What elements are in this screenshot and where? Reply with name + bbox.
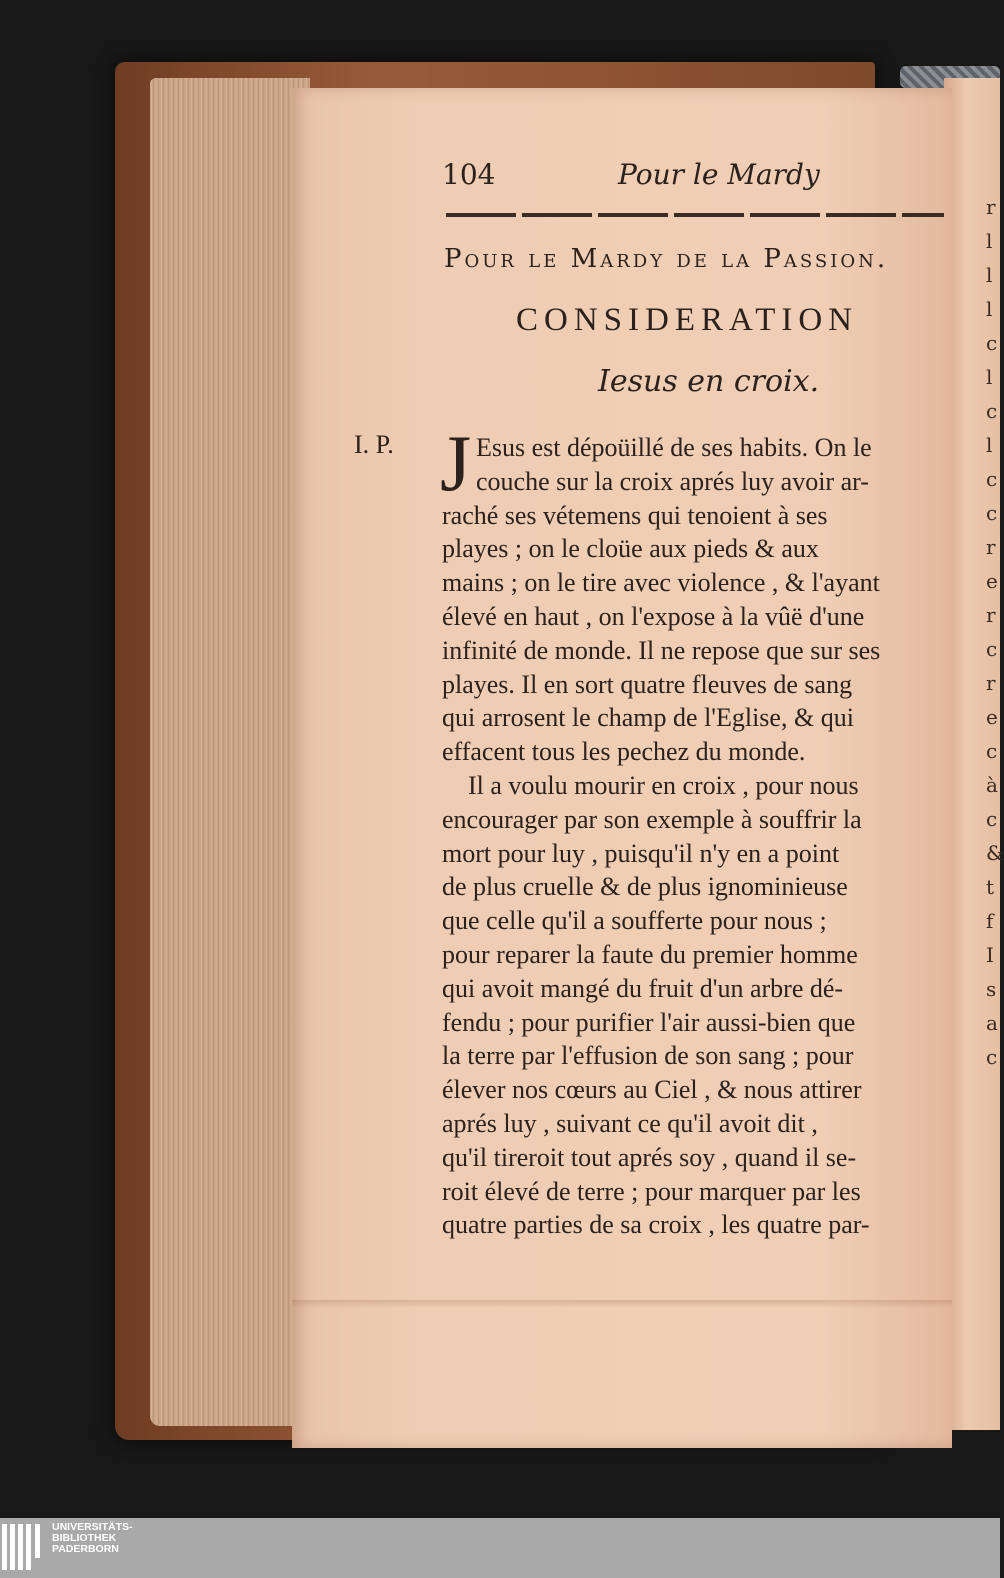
text-line: Il a voulu mourir en croix , pour nous [468,771,859,800]
text-line: mort pour luy , puisqu'il n'y en a point [442,838,840,868]
text-line: élever nos cœurs au Ciel , & nous attirer [442,1075,862,1105]
text-line: mains ; on le tire avec violence , & l'ayant [442,568,880,598]
text-line: pour reparer la faute du premier homme [442,940,858,969]
facing-page-char: c [986,501,998,525]
facing-page-char: c [986,637,998,661]
text-line: élevé en haut , on l'expose à la vûë d'une [442,602,865,631]
facing-page-char: l [986,229,993,253]
margin-label: I. P. [354,430,394,459]
drop-cap: J [440,420,472,508]
library-logo-text: UNIVERSITÄTS- BIBLIOTHEK PADERBORN [52,1521,133,1555]
text-line: infinité de monde. Il ne repose que sur ses [442,635,881,665]
page-edges [150,78,310,1426]
library-logo-icon [2,1524,46,1570]
text-line: Esus est dépoüillé de ses habits. On le [476,433,872,462]
text-line: que celle qu'il a soufferte pour nous ; [442,906,827,936]
facing-page-char: à [986,773,998,797]
text-line: qui arrosent le champ de l'Eglise, & qui [442,703,854,733]
footer-bar [0,1518,1000,1578]
text-line: quatre parties de sa croix , les quatre par- [442,1210,870,1240]
text-line: la terre par l'effusion de son sang ; pour [442,1041,854,1071]
facing-page-char: e [986,705,998,729]
text-line: effacent tous les pechez du monde. [442,737,806,767]
facing-page-text [986,190,1004,1074]
facing-page-char: r [986,535,996,559]
facing-page-char: c [986,739,998,763]
facing-page-char: c [986,807,998,831]
facing-page-char: a [986,1011,998,1035]
facing-page-char: I [986,943,994,967]
text-line: qu'il tireroit tout aprés soy , quand il se- [442,1142,857,1172]
facing-page-char: s [986,977,997,1001]
header-rule [446,213,944,217]
facing-page-char: l [986,263,993,287]
text-line: de plus cruelle & de plus ignominieuse [442,872,848,902]
running-head: Pour le Mardy [618,158,820,191]
section-title: Pour le Mardy de la Passion. [444,244,889,274]
heading: CONSIDERATION [516,302,858,338]
page-number: 104 [442,158,496,191]
facing-page-char: c [986,1045,998,1069]
facing-page-char: f [986,909,994,933]
facing-page-char: c [986,399,998,423]
text-line: encourager par son exemple à souffrir la [442,804,862,834]
text-line: qui avoit mangé du fruit d'un arbre dé- [442,973,844,1003]
text-line: couche sur la croix aprés luy avoir ar- [476,466,869,496]
text-line: roit élevé de terre ; pour marquer par les [442,1176,861,1206]
facing-page-char: r [986,671,996,695]
facing-page-char: c [986,331,998,355]
text-line: playes ; on le cloüe aux pieds & aux [442,534,819,564]
facing-page-char: l [986,433,993,457]
facing-page-char: r [986,195,996,219]
facing-page-char: r [986,603,996,627]
text-line: raché ses vétemens qui tenoient à ses [442,500,828,530]
facing-page-char: e [986,569,998,593]
facing-page-char: l [986,365,993,389]
facing-page-char: t [986,875,995,899]
facing-page-char: l [986,297,993,321]
text-line: aprés luy , suivant ce qu'il avoit dit , [442,1109,818,1138]
page-fold [292,1300,952,1308]
subheading: Iesus en croix. [598,364,820,399]
text-line: playes. Il en sort quatre fleuves de sang [442,669,853,699]
text-line: fendu ; pour purifier l'air aussi-bien que [442,1007,856,1037]
facing-page-char: & [986,841,1004,865]
facing-page-char: c [986,467,998,491]
